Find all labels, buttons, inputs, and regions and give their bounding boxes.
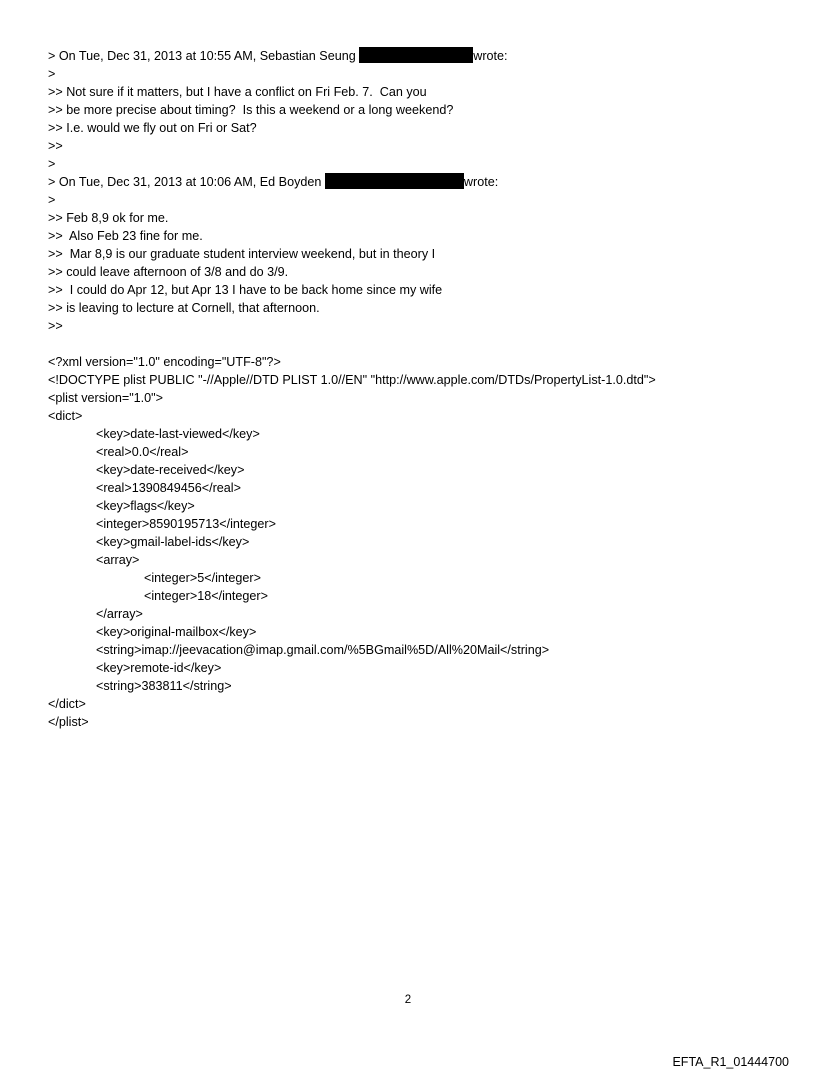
plist-entry: <key>date-last-viewed</key> — [96, 427, 260, 441]
dict-open: <dict> — [48, 409, 83, 423]
quoted-line: >> be more precise about timing? Is this a weekend or a long weekend? — [48, 103, 454, 117]
plist-entry: <integer>8590195713</integer> — [96, 517, 276, 531]
plist-entry: </array> — [96, 607, 143, 621]
plist-open: <plist version="1.0"> — [48, 391, 164, 405]
document-body — [48, 47, 788, 731]
plist-entry: <real>1390849456</real> — [96, 481, 241, 495]
quoted-line: >> could leave afternoon of 3/8 and do 3/9. — [48, 265, 289, 279]
quoted-line: >> is leaving to lecture at Cornell, that afternoon. — [48, 301, 320, 315]
header-text: > On Tue, Dec 31, 2013 at 10:55 AM, Sebastian Seung — [48, 49, 360, 63]
page-number: 2 — [404, 994, 412, 1006]
plist-entry: <string>imap://jeevacation@imap.gmail.com/%5BGmail%5D/All%20Mail</string> — [96, 643, 550, 657]
quoted-header-seung — [48, 47, 788, 65]
header-wrote: wrote: — [463, 175, 499, 189]
spacer — [48, 335, 788, 353]
quote-marker: > — [48, 67, 56, 81]
quote-marker: > — [48, 193, 56, 207]
quoted-line: >> I could do Apr 12, but Apr 13 I have to be back home since my wife — [48, 283, 443, 297]
plist-entry: <key>remote-id</key> — [96, 661, 222, 675]
quoted-line: >> — [48, 139, 63, 153]
redaction-box — [325, 173, 464, 189]
header-wrote: wrote: — [473, 49, 508, 63]
plist-entry: <array> — [96, 553, 140, 567]
plist-xml-declaration: <?xml version="1.0" encoding="UTF-8"?> — [48, 355, 281, 369]
quoted-line: >> Also Feb 23 fine for me. — [48, 229, 203, 243]
dict-close: </dict> — [48, 697, 86, 711]
plist-entry: <key>flags</key> — [96, 499, 195, 513]
plist-array-item: <integer>5</integer> — [144, 571, 261, 585]
redaction-box — [359, 47, 473, 63]
quoted-line: >> I.e. would we fly out on Fri or Sat? — [48, 121, 257, 135]
plist-doctype: <!DOCTYPE plist PUBLIC "-//Apple//DTD PLIST 1.0//EN" "http://www.apple.com/DTDs/PropertyList-1.0.dtd"> — [48, 373, 656, 387]
plist-entry: <real>0.0</real> — [96, 445, 189, 459]
quoted-line: >> Mar 8,9 is our graduate student interview weekend, but in theory I — [48, 247, 436, 261]
plist-entry: <string>383811</string> — [96, 679, 232, 693]
plist-close: </plist> — [48, 715, 89, 729]
quoted-line: > — [48, 157, 56, 171]
plist-array-item: <integer>18</integer> — [144, 589, 268, 603]
plist-entry: <key>gmail-label-ids</key> — [96, 535, 250, 549]
plist-entry: <key>date-received</key> — [96, 463, 245, 477]
quoted-line: >> Feb 8,9 ok for me. — [48, 211, 169, 225]
quoted-line: >> Not sure if it matters, but I have a conflict on Fri Feb. 7. Can you — [48, 85, 427, 99]
header-text: > On Tue, Dec 31, 2013 at 10:06 AM, Ed Boyden — [48, 175, 325, 189]
document-id: EFTA_R1_01444700 — [672, 1055, 789, 1069]
quoted-line: >> — [48, 319, 63, 333]
quoted-header-boyden — [48, 173, 788, 191]
plist-entry: <key>original-mailbox</key> — [96, 625, 257, 639]
